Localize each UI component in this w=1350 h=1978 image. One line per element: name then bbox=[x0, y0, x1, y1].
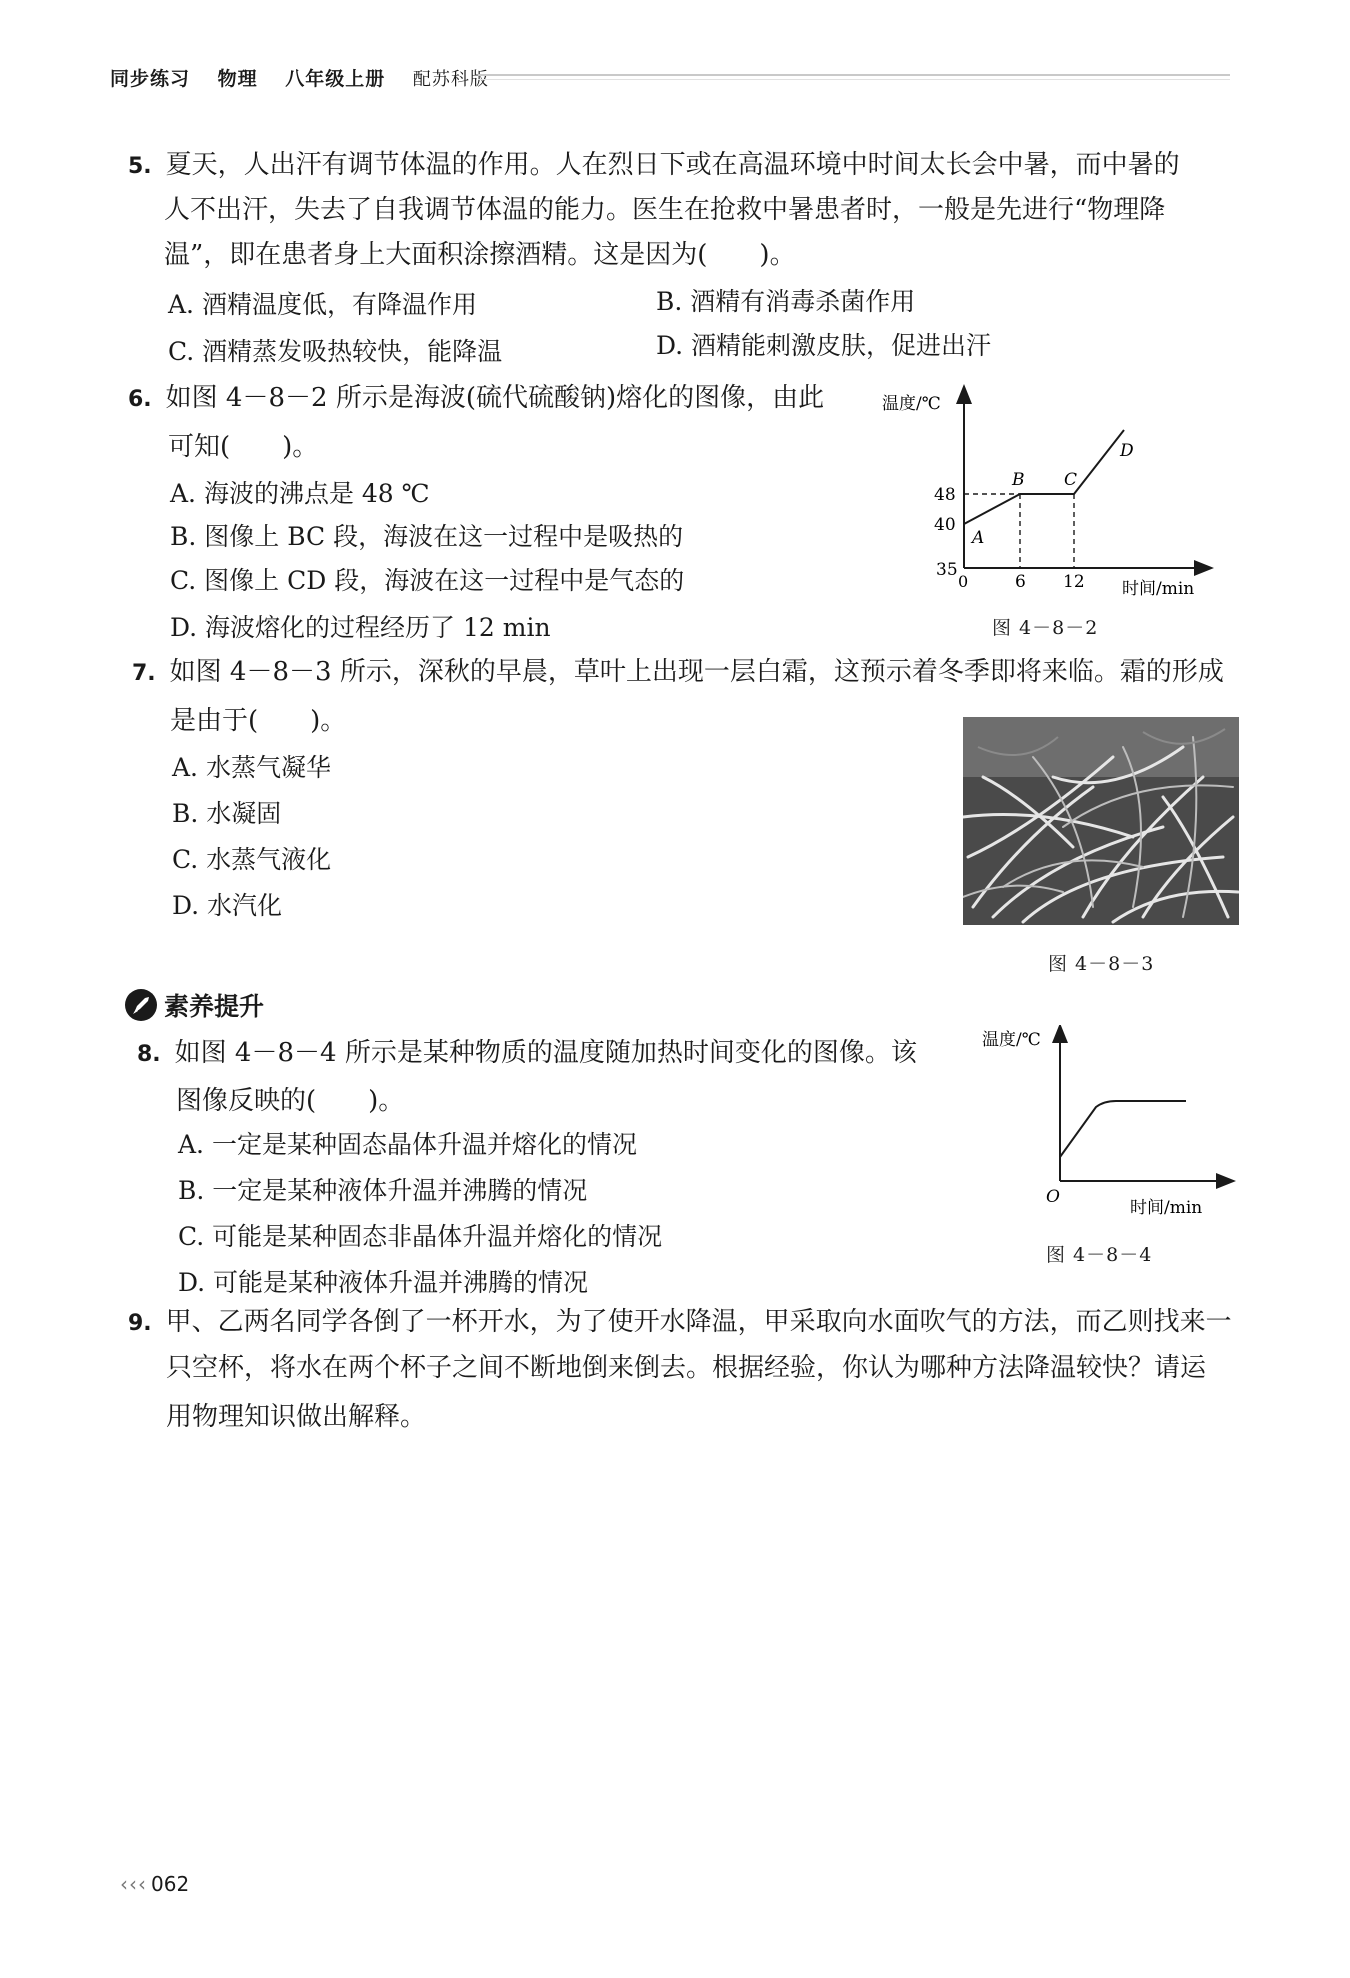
fig2-point-b: B bbox=[1012, 470, 1025, 490]
header-subject: 物理 bbox=[217, 68, 258, 90]
q6-number: 6. bbox=[128, 387, 152, 412]
q8-option-d: D. 可能是某种液体升温并沸腾的情况 bbox=[178, 1268, 589, 1297]
q9-line-2: 只空杯，将水在两个杯子之间不断地倒来倒去。根据经验，你认为哪种方法降温较快？请运 bbox=[166, 1353, 1207, 1383]
q7-option-d: D. 水汽化 bbox=[172, 891, 283, 920]
figure-4-8-3-caption: 图 4－8－3 bbox=[1048, 953, 1155, 975]
q9-number: 9. bbox=[128, 1311, 152, 1336]
fig2-xlabel: 时间/min bbox=[1122, 579, 1195, 599]
section-title: 素养提升 bbox=[164, 992, 265, 1021]
q9-line-3: 用物理知识做出解释。 bbox=[166, 1402, 427, 1432]
header-series: 同步练习 bbox=[110, 68, 191, 90]
q5-option-c: C. 酒精蒸发吸热较快，能降温 bbox=[168, 337, 503, 366]
q6-line-1: 6. 如图 4－8－2 所示是海波(硫代硫酸钠)熔化的图像，由此 bbox=[128, 383, 825, 413]
header-rule-thin bbox=[478, 79, 1230, 80]
q5-option-a: A. 酒精温度低，有降温作用 bbox=[168, 290, 477, 319]
frost-grass-photo bbox=[963, 717, 1239, 925]
q5-number: 5. bbox=[128, 154, 152, 179]
fig2-ytick-40: 40 bbox=[934, 515, 956, 535]
q5-option-b: B. 酒精有消毒杀菌作用 bbox=[656, 287, 916, 316]
header-edition: 配苏科版 bbox=[412, 69, 489, 90]
q8-line-2: 图像反映的( )。 bbox=[176, 1086, 405, 1116]
q7-line-2: 是由于( )。 bbox=[170, 706, 347, 736]
page-number bbox=[120, 1872, 189, 1896]
header-grade: 八年级上册 bbox=[285, 68, 386, 90]
figure-4-8-2-graph bbox=[874, 384, 1224, 604]
figure-4-8-4-caption: 图 4－8－4 bbox=[1046, 1244, 1153, 1266]
fig2-xtick-6: 6 bbox=[1015, 572, 1026, 592]
chevron-left-icon: ‹‹‹ bbox=[120, 1872, 147, 1896]
running-header bbox=[110, 64, 509, 91]
q5-option-d: D. 酒精能刺激皮肤，促进出汗 bbox=[656, 331, 992, 360]
heating-curve bbox=[1060, 1101, 1186, 1157]
fig2-ytick-35: 35 bbox=[936, 560, 958, 580]
q6-option-b: B. 图像上 BC 段，海波在这一过程中是吸热的 bbox=[170, 522, 684, 551]
fig2-point-d: D bbox=[1120, 441, 1134, 461]
q7-number: 7. bbox=[132, 661, 156, 686]
fig2-point-a: A bbox=[972, 528, 985, 548]
figure-4-8-4-graph bbox=[976, 1025, 1246, 1225]
q6-option-d: D. 海波熔化的过程经历了 12 min bbox=[170, 613, 551, 642]
q7-option-b: B. 水凝固 bbox=[172, 799, 282, 828]
q5-line-3: 温”，即在患者身上大面积涂擦酒精。这是因为( )。 bbox=[164, 240, 796, 270]
header-rule bbox=[478, 74, 1230, 76]
frost-grass-illustration bbox=[963, 717, 1239, 925]
q9-line-1: 9. 甲、乙两名同学各倒了一杯开水，为了使开水降温，甲采取向水面吹气的方法，而乙则找来一 bbox=[128, 1307, 1232, 1337]
q8-line-1: 8. 如图 4－8－4 所示是某种物质的温度随加热时间变化的图像。该 bbox=[137, 1038, 917, 1068]
q7-line-1: 7. 如图 4－8－3 所示，深秋的早晨，草叶上出现一层白霜，这预示着冬季即将来临。霜的形成 bbox=[132, 657, 1224, 687]
q5-line-2: 人不出汗，失去了自我调节体温的能力。医生在抢救中暑患者时，一般是先进行“物理降 bbox=[164, 195, 1166, 225]
fig2-ytick-48: 48 bbox=[934, 485, 956, 505]
fig2-point-c: C bbox=[1064, 470, 1078, 490]
q8-option-a: A. 一定是某种固态晶体升温并熔化的情况 bbox=[178, 1130, 637, 1159]
q6-line-2: 可知( )。 bbox=[168, 432, 319, 462]
fig4-ylabel: 温度/℃ bbox=[982, 1030, 1041, 1050]
q7-option-c: C. 水蒸气液化 bbox=[172, 845, 332, 874]
fig4-origin: O bbox=[1046, 1187, 1060, 1207]
q7-option-a: A. 水蒸气凝华 bbox=[172, 753, 331, 782]
fig4-xlabel: 时间/min bbox=[1130, 1198, 1203, 1218]
fig2-xtick-0: 0 bbox=[958, 572, 969, 591]
q6-option-c: C. 图像上 CD 段，海波在这一过程中是气态的 bbox=[170, 566, 685, 595]
fig2-ylabel: 温度/℃ bbox=[882, 394, 941, 414]
fig2-xtick-12: 12 bbox=[1063, 572, 1085, 592]
rocket-icon bbox=[124, 988, 158, 1022]
q5-line-1: 5. 夏天，人出汗有调节体温的作用。人在烈日下或在高温环境中时间太长会中暑，而中暑的 bbox=[128, 150, 1180, 180]
q8-option-b: B. 一定是某种液体升温并沸腾的情况 bbox=[178, 1176, 588, 1205]
melting-curve bbox=[964, 430, 1124, 524]
section-heading bbox=[124, 987, 264, 1023]
page-number-text: 062 bbox=[151, 1872, 190, 1896]
q8-number: 8. bbox=[137, 1042, 161, 1067]
figure-4-8-2-caption: 图 4－8－2 bbox=[992, 617, 1099, 639]
q6-option-a: A. 海波的沸点是 48 ℃ bbox=[170, 479, 430, 508]
q8-option-c: C. 可能是某种固态非晶体升温并熔化的情况 bbox=[178, 1222, 663, 1251]
